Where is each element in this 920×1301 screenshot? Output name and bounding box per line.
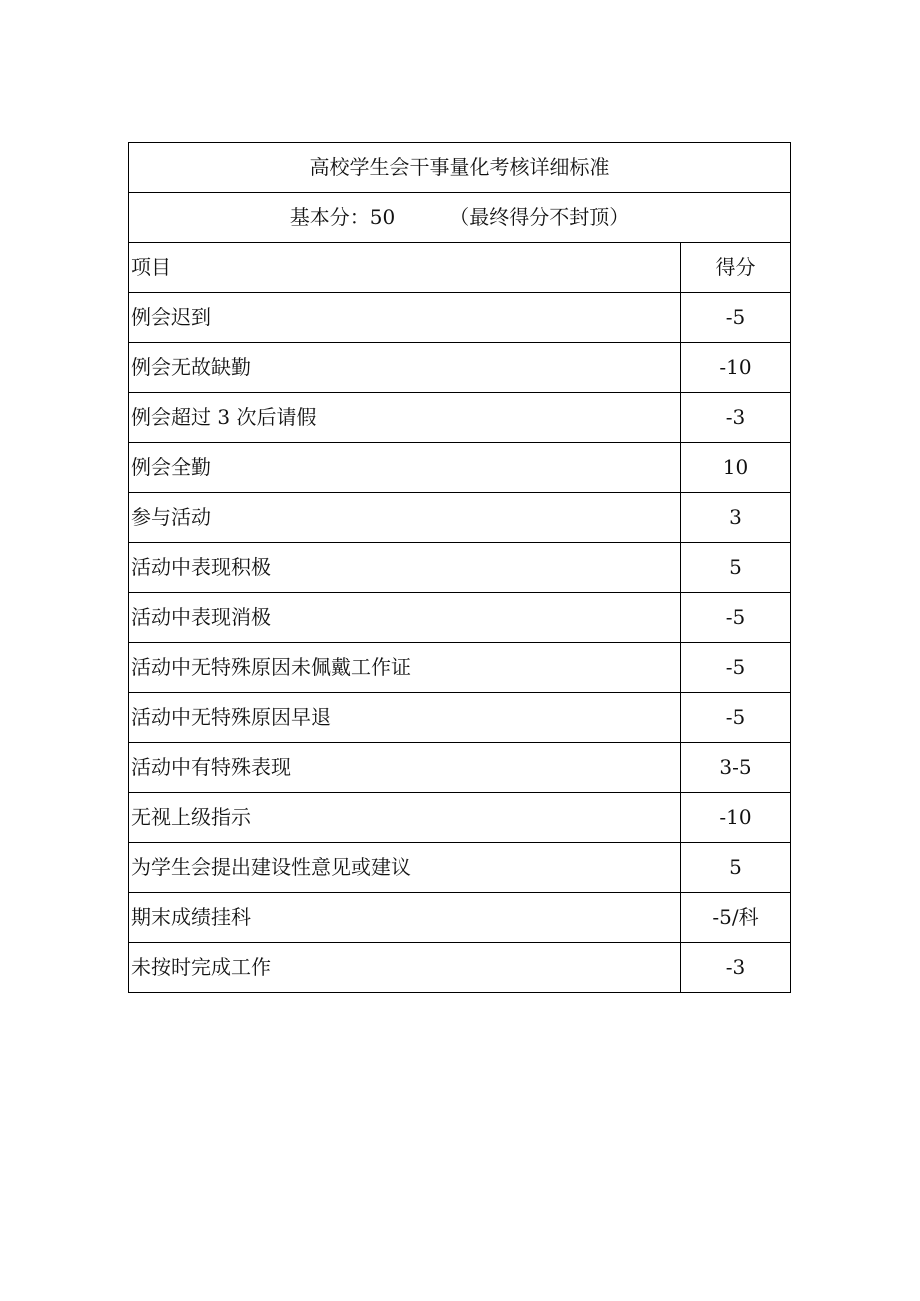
row-score: -5 [681, 593, 791, 643]
table-row [129, 843, 791, 893]
document-page [128, 142, 790, 993]
row-item: 为学生会提出建设性意见或建议 [129, 843, 681, 893]
row-score: -5 [681, 293, 791, 343]
table-row [129, 793, 791, 843]
row-score: -3 [681, 393, 791, 443]
table-row [129, 593, 791, 643]
row-item: 活动中有特殊表现 [129, 743, 681, 793]
header-item: 项目 [129, 243, 681, 293]
base-score-cell [129, 193, 791, 243]
row-item: 参与活动 [129, 493, 681, 543]
table-row [129, 893, 791, 943]
row-score: -5 [681, 693, 791, 743]
row-score: -10 [681, 793, 791, 843]
base-score-label: 基本分：50 [289, 205, 396, 229]
base-score-note: （最终得分不封顶） [449, 205, 630, 229]
table-row [129, 643, 791, 693]
row-item: 例会超过 3 次后请假 [129, 393, 681, 443]
table-row [129, 943, 791, 993]
row-score: -10 [681, 343, 791, 393]
table-row [129, 493, 791, 543]
row-item: 活动中无特殊原因早退 [129, 693, 681, 743]
table-row [129, 743, 791, 793]
base-score-row [129, 193, 791, 243]
row-item: 活动中无特殊原因未佩戴工作证 [129, 643, 681, 693]
row-item: 未按时完成工作 [129, 943, 681, 993]
header-score: 得分 [681, 243, 791, 293]
table-row [129, 693, 791, 743]
table-row [129, 293, 791, 343]
assessment-table [128, 142, 791, 993]
row-score: -3 [681, 943, 791, 993]
row-item: 活动中表现积极 [129, 543, 681, 593]
header-row [129, 243, 791, 293]
row-score: 3 [681, 493, 791, 543]
row-item: 无视上级指示 [129, 793, 681, 843]
row-score: 5 [681, 843, 791, 893]
table-row [129, 443, 791, 493]
table-row [129, 343, 791, 393]
table-row [129, 393, 791, 443]
row-item: 例会全勤 [129, 443, 681, 493]
row-score: 5 [681, 543, 791, 593]
row-score: 10 [681, 443, 791, 493]
assessment-table-body [129, 143, 791, 993]
row-item: 例会无故缺勤 [129, 343, 681, 393]
row-item: 活动中表现消极 [129, 593, 681, 643]
row-item: 期末成绩挂科 [129, 893, 681, 943]
document-title: 高校学生会干事量化考核详细标准 [129, 143, 791, 193]
row-score: -5/科 [681, 893, 791, 943]
row-item: 例会迟到 [129, 293, 681, 343]
title-row [129, 143, 791, 193]
row-score: -5 [681, 643, 791, 693]
table-row [129, 543, 791, 593]
row-score: 3-5 [681, 743, 791, 793]
